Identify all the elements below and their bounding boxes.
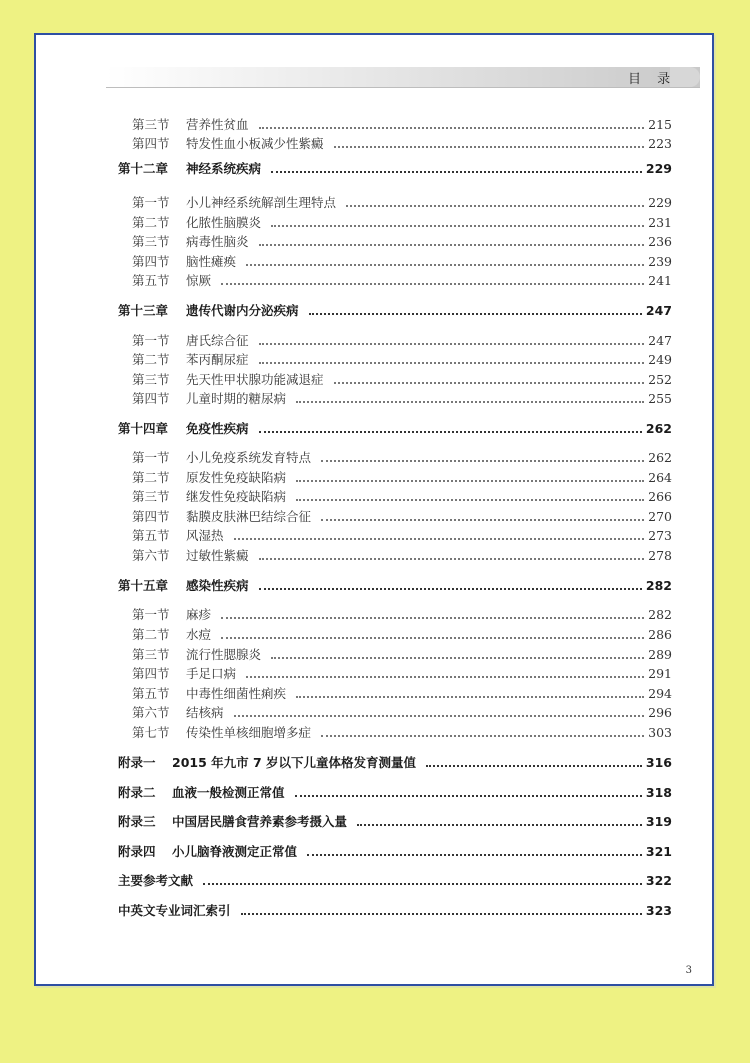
entry-number: 附录三: [118, 814, 156, 829]
entry-page-number: 231: [648, 214, 672, 230]
toc-chapter-entry[interactable]: [118, 419, 672, 437]
toc-section-entry[interactable]: [132, 370, 672, 388]
entry-title: 感染性疾病: [186, 578, 249, 593]
toc-appendix-entry[interactable]: [118, 783, 672, 801]
entry-title: 免疫性疾病: [186, 421, 249, 436]
entry-number: 附录四: [118, 844, 156, 859]
entry-number: 第六节: [132, 548, 170, 563]
entry-page-number: 323: [645, 902, 672, 918]
dot-leader: [296, 498, 644, 501]
toc-section-entry[interactable]: [132, 684, 672, 702]
dot-leader: [259, 557, 645, 560]
entry-title: 中英文专业词汇索引: [118, 903, 231, 918]
entry-number: 第十五章: [118, 578, 169, 593]
entry-page-number: 236: [648, 233, 672, 249]
toc-chapter-entry[interactable]: [118, 576, 672, 594]
dot-leader: [334, 145, 645, 148]
entry-title: 小儿脑脊液测定正常值: [172, 844, 298, 859]
entry-number: 第二节: [132, 215, 170, 230]
toc-section-entry[interactable]: [132, 468, 672, 486]
toc-section-entry[interactable]: [132, 487, 672, 505]
dot-leader: [234, 537, 645, 540]
toc-section-entry[interactable]: [132, 723, 672, 741]
entry-page-number: 262: [648, 449, 672, 465]
entry-number: 第一节: [132, 607, 170, 622]
entry-title: 继发性免疫缺陷病: [186, 489, 287, 504]
entry-page-number: 291: [648, 665, 672, 681]
toc-section-entry[interactable]: [132, 625, 672, 643]
page-number: 3: [685, 965, 692, 976]
header-band: [106, 67, 700, 88]
entry-number: 第二节: [132, 352, 170, 367]
dot-leader: [241, 912, 642, 915]
entry-page-number: 319: [645, 813, 672, 829]
entry-title: 特发性血小板减少性紫癜: [186, 136, 324, 151]
entry-title: 小儿免疫系统发育特点: [186, 450, 312, 465]
entry-number: 第四节: [132, 666, 170, 681]
entry-title: 手足口病: [186, 666, 237, 681]
entry-title: 过敏性紫癜: [186, 548, 249, 563]
dot-leader: [321, 459, 644, 462]
toc-section-entry[interactable]: [132, 507, 672, 525]
entry-number: 第一节: [132, 195, 170, 210]
toc-section-entry[interactable]: [132, 664, 672, 682]
entry-title: 先天性甲状腺功能减退症: [186, 372, 324, 387]
entry-title: 病毒性脑炎: [186, 234, 249, 249]
toc-section-entry[interactable]: [132, 115, 672, 133]
dot-leader: [271, 656, 644, 659]
entry-number: 第三节: [132, 647, 170, 662]
dot-leader: [321, 734, 644, 737]
entry-page-number: 321: [645, 843, 672, 859]
entry-number: 第二节: [132, 470, 170, 485]
entry-page-number: 247: [645, 302, 672, 318]
entry-title: 儿童时期的糖尿病: [186, 391, 287, 406]
dot-leader: [357, 823, 642, 826]
toc-section-entry[interactable]: [132, 331, 672, 349]
toc-section-entry[interactable]: [132, 389, 672, 407]
entry-number: 第七节: [132, 725, 170, 740]
toc-chapter-entry[interactable]: [118, 301, 672, 319]
entry-page-number: 239: [648, 253, 672, 269]
entry-number: 第三节: [132, 234, 170, 249]
entry-title: 中毒性细菌性痢疾: [186, 686, 287, 701]
entry-number: 附录一: [118, 755, 156, 770]
entry-page-number: 262: [645, 420, 672, 436]
entry-title: 遗传代谢内分泌疾病: [186, 303, 299, 318]
entry-page-number: 223: [648, 135, 672, 151]
entry-number: 第五节: [132, 686, 170, 701]
entry-number: 第四节: [132, 254, 170, 269]
entry-page-number: 273: [648, 527, 672, 543]
entry-title: 神经系统疾病: [186, 161, 262, 176]
entry-page-number: 282: [645, 577, 672, 593]
dot-leader: [234, 714, 645, 717]
entry-number: 第五节: [132, 273, 170, 288]
toc-appendix-entry[interactable]: [118, 842, 672, 860]
toc-appendix-entry[interactable]: [118, 812, 672, 830]
entry-page-number: 294: [648, 685, 672, 701]
entry-page-number: 278: [648, 547, 672, 563]
entry-title: 化脓性脑膜炎: [186, 215, 262, 230]
entry-title: 流行性腮腺炎: [186, 647, 262, 662]
entry-number: 第五节: [132, 528, 170, 543]
toc-appendix-entry[interactable]: [118, 901, 672, 919]
toc-chapter-entry[interactable]: [118, 159, 672, 177]
dot-leader: [296, 479, 644, 482]
entry-title: 黏膜皮肤淋巴结综合征: [186, 509, 312, 524]
toc-section-entry[interactable]: [132, 193, 672, 211]
entry-title: 苯丙酮尿症: [186, 352, 249, 367]
entry-page-number: 249: [648, 351, 672, 367]
dot-leader: [346, 204, 644, 207]
entry-title: 营养性贫血: [186, 117, 249, 132]
toc-section-entry[interactable]: [132, 271, 672, 289]
entry-number: 附录二: [118, 785, 156, 800]
dot-leader: [271, 224, 644, 227]
entry-title: 唐氏综合征: [186, 333, 249, 348]
entry-title: 脑性瘫痪: [186, 254, 237, 269]
entry-title: 中国居民膳食营养素参考摄入量: [172, 814, 348, 829]
dot-leader: [203, 882, 642, 885]
toc-section-entry[interactable]: [132, 448, 672, 466]
dot-leader: [221, 616, 644, 619]
entry-title: 2015 年九市 7 岁以下儿童体格发育测量值: [172, 755, 417, 770]
entry-number: 第一节: [132, 333, 170, 348]
dot-leader: [295, 794, 642, 797]
entry-page-number: 270: [648, 508, 672, 524]
dot-leader: [246, 263, 644, 266]
entry-page-number: 229: [645, 160, 672, 176]
entry-page-number: 229: [648, 194, 672, 210]
entry-number: 第十四章: [118, 421, 169, 436]
toc-section-entry[interactable]: [132, 213, 672, 231]
toc-section-entry[interactable]: [132, 134, 672, 152]
entry-title: 原发性免疫缺陷病: [186, 470, 287, 485]
entry-number: 第三节: [132, 117, 170, 132]
dot-leader: [259, 342, 645, 345]
dot-leader: [259, 243, 645, 246]
toc-section-entry[interactable]: [132, 703, 672, 721]
entry-title: 惊厥: [186, 273, 212, 288]
entry-number: 第十三章: [118, 303, 169, 318]
entry-number: 第三节: [132, 372, 170, 387]
toc-appendix-entry[interactable]: [118, 871, 672, 889]
toc-section-entry[interactable]: [132, 546, 672, 564]
entry-page-number: 264: [648, 469, 672, 485]
entry-page-number: 322: [645, 872, 672, 888]
entry-page-number: 289: [648, 646, 672, 662]
dot-leader: [309, 312, 642, 315]
dot-leader: [307, 853, 642, 856]
entry-page-number: 296: [648, 704, 672, 720]
toc-section-entry[interactable]: [132, 252, 672, 270]
dot-leader: [296, 400, 644, 403]
entry-number: 第一节: [132, 450, 170, 465]
toc-appendix-entry[interactable]: [118, 753, 672, 771]
entry-page-number: 247: [648, 332, 672, 348]
entry-page-number: 255: [648, 390, 672, 406]
entry-page-number: 266: [648, 488, 672, 504]
entry-number: 第四节: [132, 391, 170, 406]
entry-number: 第三节: [132, 489, 170, 504]
entry-number: 第十二章: [118, 161, 169, 176]
dot-leader: [221, 636, 644, 639]
dot-leader: [246, 675, 644, 678]
entry-page-number: 252: [648, 371, 672, 387]
entry-number: 第二节: [132, 627, 170, 642]
dot-leader: [271, 170, 642, 173]
entry-page-number: 316: [645, 754, 672, 770]
entry-page-number: 286: [648, 626, 672, 642]
toc-section-entry[interactable]: [132, 232, 672, 250]
toc-section-entry[interactable]: [132, 526, 672, 544]
dot-leader: [426, 764, 642, 767]
entry-title: 主要参考文献: [118, 873, 194, 888]
entry-title: 血液一般检测正常值: [172, 785, 285, 800]
entry-title: 麻疹: [186, 607, 212, 622]
entry-page-number: 215: [648, 116, 672, 132]
dot-leader: [259, 361, 645, 364]
entry-page-number: 282: [648, 606, 672, 622]
toc-section-entry[interactable]: [132, 605, 672, 623]
header-title: 目 录: [628, 72, 677, 87]
dot-leader: [221, 282, 644, 285]
toc-section-entry[interactable]: [132, 350, 672, 368]
dot-leader: [259, 587, 642, 590]
entry-number: 第四节: [132, 136, 170, 151]
toc-page: [34, 33, 714, 986]
dot-leader: [296, 695, 644, 698]
entry-number: 第四节: [132, 509, 170, 524]
dot-leader: [334, 381, 645, 384]
entry-title: 风湿热: [186, 528, 224, 543]
entry-number: 第六节: [132, 705, 170, 720]
dot-leader: [259, 126, 645, 129]
toc-section-entry[interactable]: [132, 645, 672, 663]
entry-title: 传染性单核细胞增多症: [186, 725, 312, 740]
entry-title: 小儿神经系统解剖生理特点: [186, 195, 337, 210]
dot-leader: [259, 430, 642, 433]
entry-page-number: 318: [645, 784, 672, 800]
entry-page-number: 303: [648, 724, 672, 740]
entry-title: 水痘: [186, 627, 212, 642]
entry-title: 结核病: [186, 705, 224, 720]
entry-page-number: 241: [648, 272, 672, 288]
dot-leader: [321, 518, 644, 521]
